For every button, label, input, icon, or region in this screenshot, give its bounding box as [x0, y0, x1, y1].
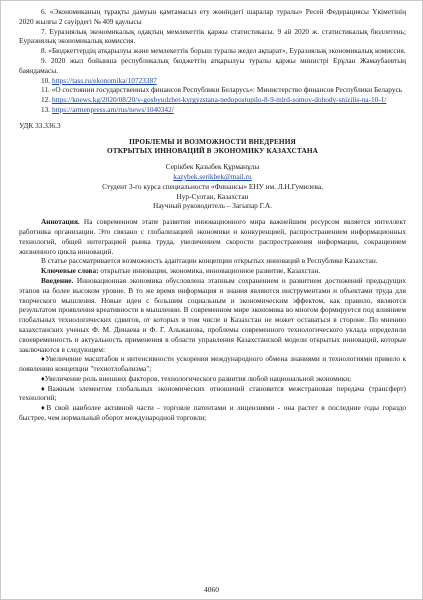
udc-code: УДК 33.336.3 [19, 120, 61, 130]
reference-item: 11. «О состоянии государственных финансов Республики Беларусь»: Министерство финансов Республики Беларусь [41, 85, 403, 95]
annotation-text-2: В статье рассматривается возможность адаптации концепции открытых инноваций в Республике Казахстан. [41, 256, 378, 266]
reference-item: 9. 2020 жыл бойынша республикалық бюджеттің атқарылуы туралы қаржы министрі Ерұлан Жамаубаевтың баяндамасы. [19, 55, 406, 75]
author-name: Серікбек Қазыбек Құрманұлы [165, 162, 260, 172]
bullet-item: ♦Увеличение масштабов и интенсивности ускорения международного обмена знаниями и технологиями привело к появлению концепции "технотлобализма"; [19, 354, 406, 374]
title-line: ОТКРЫТЫХ ИННОВАЦИЙ В ЭКОНОМИКУ КАЗАХСТАНА [106, 146, 319, 156]
keywords-label: Ключевые слова: [41, 266, 99, 276]
author-email[interactable]: kazybek.serikbek@mail.ru [173, 171, 252, 181]
reference-number: 10. [41, 75, 51, 85]
annotation-text: На современном этапе развития инновационного мира важнейшим ресурсом является интеллект работника организации. Это связано с глобализацией экономики и конкуренцией, распространением информационных технологий, общей интеграцией рынка труда, увеличением скорости распространения информации, сокращением жизненного цикла инноваций. [19, 217, 406, 256]
author-block [19, 162, 406, 211]
annotation [19, 217, 406, 256]
bullet-list [19, 354, 406, 423]
reference-list [19, 7, 406, 115]
title-line: ПРОБЛЕМЫ И ВОЗМОЖНОСТИ ВНЕДРЕНИЯ [129, 136, 296, 146]
bullet-item: ♦Важным элементом глобальных экономических отношений становится межстрановая передача (трансферт) технологий; [19, 383, 406, 403]
reference-item: 7. Еуразиялық экономикалық одақтың мемлекеттік қаржы статистикасы. 9 ай 2020 ж. статистикалық бюллетень; Еуразиялық экономикалық комиссия. [19, 26, 406, 46]
introduction [19, 276, 406, 354]
page-number: 4060 [204, 585, 219, 595]
bullet-item: ♦В свой наиболее активной части - торговле патентами и лицензиями - она растет в последние годы гораздо быстрее, чем нормальный оборот международной торговли; [19, 403, 406, 423]
reference-link[interactable]: https://knews.kg/2020/08/20/v-gosbyudzhet-kyrgyzstana-nedopostupilo-8-9-mlrd-somov-dohody-snizilis-na-10-1/ [51, 95, 387, 105]
introduction-text: Инновационная экономика обусловлена этапным сохранением и развитием достижений предыдущих этапов на более высоком уровне. В то же время информация и знания являются инструментами и объектами труда для творческого мышления. Новые идеи с большим социальным и экономическим эффектом, как правило, являются результатом проявления креативности в мышлении. В современном мире экономика во многом формируется под влиянием глобальных технологических сдвигов, от которых в том числе и Казахстан не может оставаться в стороне. По мнению казахстанских ученых Ф. М. Динаева и Ф. Г. Альжанова, проблемы современного технологического уклада определили своевременность и актуальность применения в области управления Казахстанской модели открытых инноваций, которые заключаются в следующем: [19, 275, 406, 354]
reference-link[interactable]: https://armenpress.am/rus/news/1040342/ [51, 104, 174, 114]
reference-number: 12. [41, 95, 51, 105]
reference-item [19, 105, 406, 115]
annotation-label: Аннотация. [41, 217, 80, 227]
reference-link[interactable]: https://tass.ru/ekonomika/10723387 [51, 75, 157, 85]
reference-item [19, 76, 406, 86]
reference-item [19, 95, 406, 105]
reference-item: 6. «Экономиканың тұрақты дамуын қамтамасыз ету жөніндегі шаралар туралы» Ресей Федерациясы Үкіметінің 2020 жылғы 2 сәуірдегі № 409 қаулысы [19, 7, 406, 26]
bullet-item: ♦Увеличение роль внешних факторов, технологического развития любой национальной экономики; [41, 373, 352, 383]
reference-number: 13. [41, 104, 51, 114]
keywords-text: открытые инновации, экономика, инновационное развитие, Казахстан. [98, 266, 321, 276]
affiliation-line: Студент 3-го курса специальности «Финансы» ЕНУ им. Л.Н.Гумилева, [102, 181, 323, 191]
keywords [19, 266, 406, 276]
reference-item: 8. «Бюджеттердің атқарылуы және мемлекеттік борыш туралы жедел ақпарат», Еуразиялық экономикалық комиссия. [41, 46, 406, 56]
supervisor: Научный руководитель – Загыпар Г.А. [153, 201, 272, 211]
introduction-label: Введение. [41, 275, 74, 285]
affiliation-line: Нур-Султан, Казахстан [176, 191, 249, 201]
article-title [19, 137, 406, 157]
